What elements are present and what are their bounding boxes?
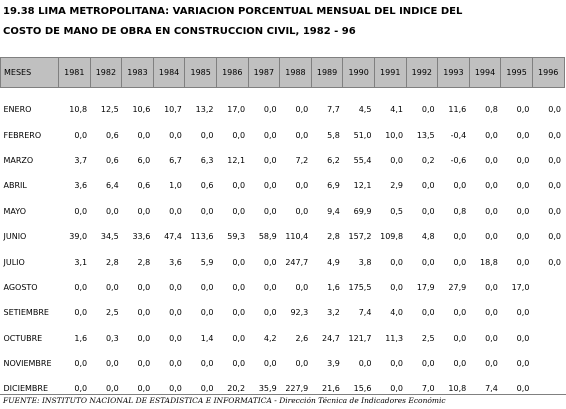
table-row — [1, 224, 565, 249]
value-cell: 0,0 — [516, 130, 530, 140]
header-year: 1991 — [374, 58, 406, 88]
value-cell: 0,0 — [137, 308, 151, 318]
value-cell: 0,0 — [485, 359, 498, 369]
value-cell: 0,0 — [421, 359, 435, 369]
value-cell: 0,0 — [421, 105, 435, 115]
table-row — [1, 173, 565, 198]
table-title-line-1: 19.38 LIMA METROPOLITANA: VARIACION PORCENTUAL MENSUAL DEL INDICE DEL — [3, 6, 463, 17]
header-year: 1990 — [343, 58, 375, 88]
value-cell: 0,0 — [200, 359, 214, 369]
value-cell: 110,4 — [285, 232, 309, 242]
value-cell: 2,8 — [137, 257, 151, 267]
value-cell: 109,8 — [380, 232, 404, 242]
value-cell: 33,6 — [132, 232, 151, 242]
table-title-line-2: COSTO DE MANO DE OBRA EN CONSTRUCCION CIVIL, 1982 - 96 — [3, 26, 356, 37]
value-cell: 0,0 — [169, 130, 182, 140]
value-cell: 11,6 — [448, 105, 467, 115]
value-cell: 0,0 — [516, 359, 530, 369]
value-cell: 0,0 — [232, 308, 246, 318]
value-cell: 6,9 — [327, 181, 340, 191]
value-cell: 0,0 — [548, 181, 561, 191]
table-row — [1, 122, 565, 147]
value-cell: 7,2 — [295, 155, 309, 165]
value-cell: 4,5 — [358, 105, 372, 115]
table-row — [1, 249, 565, 274]
header-year: 1986 — [216, 58, 248, 88]
source-note: FUENTE: INSTITUTO NACIONAL DE ESTADISTICA E INFORMATICA - Dirección Técnica de Indicadores Económic — [3, 396, 446, 405]
value-cell — [532, 376, 564, 401]
value-cell: 0,0 — [548, 232, 561, 242]
value-cell: 2,5 — [421, 333, 435, 343]
value-cell: 2,8 — [327, 232, 340, 242]
value-cell: 0,0 — [390, 282, 404, 292]
value-cell: 10,8 — [448, 384, 467, 394]
value-cell: 7,4 — [485, 384, 498, 394]
value-cell: 0,0 — [200, 282, 214, 292]
value-cell: 4,9 — [327, 257, 340, 267]
value-cell: 12,5 — [100, 105, 119, 115]
value-cell: 1,6 — [74, 333, 88, 343]
header-year: 1995 — [501, 58, 533, 88]
value-cell: 0,0 — [453, 359, 467, 369]
value-cell — [532, 275, 564, 300]
value-cell: 2,6 — [295, 333, 309, 343]
value-cell: 0,0 — [295, 181, 309, 191]
value-cell: 6,2 — [327, 155, 340, 165]
value-cell: 7,0 — [421, 384, 435, 394]
value-cell: 0,0 — [421, 257, 435, 267]
value-cell: 3,6 — [74, 181, 88, 191]
value-cell: 0,0 — [548, 130, 561, 140]
value-cell: 0,2 — [421, 155, 435, 165]
value-cell: 10,8 — [69, 105, 88, 115]
header-year: 1992 — [406, 58, 438, 88]
value-cell: 4,8 — [421, 232, 435, 242]
value-cell: 0,0 — [74, 282, 88, 292]
table-row — [1, 199, 565, 224]
header-year: 1988 — [280, 58, 312, 88]
value-cell: 3,7 — [74, 155, 88, 165]
month-label: FEBRERO — [3, 130, 42, 140]
value-cell: 0,0 — [485, 282, 498, 292]
value-cell: 0,0 — [169, 384, 182, 394]
month-label: MAYO — [3, 206, 26, 216]
value-cell: 0,0 — [295, 359, 309, 369]
value-cell: 0,8 — [485, 105, 498, 115]
value-cell: 6,0 — [137, 155, 151, 165]
value-cell: 3,9 — [327, 359, 340, 369]
value-cell: 0,0 — [295, 206, 309, 216]
value-cell: 247,7 — [285, 257, 309, 267]
value-cell: 1,6 — [327, 282, 340, 292]
month-label: ENERO — [3, 105, 32, 115]
value-cell: 227,9 — [285, 384, 309, 394]
value-cell: 0,0 — [74, 130, 88, 140]
value-cell: 0,0 — [516, 181, 530, 191]
value-cell: -0,4 — [450, 130, 467, 140]
table-row — [1, 275, 565, 300]
value-cell: 0,0 — [453, 232, 467, 242]
value-cell — [532, 300, 564, 325]
value-cell: 0,0 — [485, 130, 498, 140]
value-cell: 0,0 — [548, 257, 561, 267]
value-cell: 24,7 — [322, 333, 340, 343]
value-cell: 0,0 — [516, 206, 530, 216]
month-label: NOVIEMBRE — [3, 359, 52, 369]
value-cell: 10,6 — [132, 105, 151, 115]
value-cell: 39,0 — [69, 232, 88, 242]
value-cell: 0,0 — [390, 359, 404, 369]
value-cell: 17,9 — [416, 282, 435, 292]
value-cell: 0,0 — [105, 282, 119, 292]
value-cell: 0,0 — [453, 308, 467, 318]
value-cell: 0,0 — [295, 130, 309, 140]
value-cell: 15,6 — [353, 384, 372, 394]
value-cell: 0,0 — [516, 384, 530, 394]
header-meses: MESES — [1, 58, 59, 88]
value-cell: 0,0 — [516, 257, 530, 267]
value-cell — [532, 351, 564, 376]
value-cell: 0,0 — [548, 155, 561, 165]
value-cell: 0,6 — [200, 181, 214, 191]
footer-divider — [0, 394, 566, 395]
value-cell: 0,0 — [453, 333, 467, 343]
value-cell: 4,2 — [263, 333, 277, 343]
value-cell: 0,0 — [200, 308, 214, 318]
header-year: 1994 — [469, 58, 501, 88]
month-label: AGOSTO — [3, 282, 38, 292]
value-cell: 0,0 — [169, 206, 182, 216]
month-label: MARZO — [3, 155, 34, 165]
value-cell: 0,3 — [105, 333, 119, 343]
value-cell: 157,2 — [348, 232, 372, 242]
value-cell: 0,0 — [232, 206, 246, 216]
value-cell: 0,0 — [263, 206, 277, 216]
value-cell: 59,3 — [227, 232, 246, 242]
value-cell: 2,5 — [105, 308, 119, 318]
value-cell: 0,0 — [232, 359, 246, 369]
table-body — [1, 88, 565, 402]
value-cell: 0,0 — [263, 105, 277, 115]
value-cell: 0,0 — [232, 333, 246, 343]
header-year: 1987 — [248, 58, 280, 88]
value-cell: 0,0 — [263, 308, 277, 318]
value-cell: 0,0 — [421, 181, 435, 191]
value-cell: 3,6 — [169, 257, 182, 267]
value-cell: 0,0 — [548, 206, 561, 216]
header-row — [1, 58, 565, 88]
value-cell: 0,0 — [169, 359, 182, 369]
value-cell: 0,0 — [516, 308, 530, 318]
value-cell: 21,6 — [322, 384, 340, 394]
value-cell: 0,0 — [137, 206, 151, 216]
value-cell: 0,0 — [232, 257, 246, 267]
header-year: 1983 — [122, 58, 154, 88]
month-label: ABRIL — [3, 181, 27, 191]
value-cell: 0,0 — [295, 282, 309, 292]
header-year: 1985 — [185, 58, 217, 88]
value-cell: 6,7 — [169, 155, 182, 165]
value-cell: 0,0 — [74, 384, 88, 394]
value-cell: 0,0 — [548, 105, 561, 115]
value-cell: 58,9 — [258, 232, 277, 242]
value-cell: 18,8 — [480, 257, 498, 267]
value-cell: 4,1 — [390, 105, 404, 115]
value-cell: 3,8 — [358, 257, 372, 267]
value-cell: 0,6 — [105, 155, 119, 165]
value-cell: 7,4 — [358, 308, 372, 318]
value-cell: 13,2 — [195, 105, 214, 115]
value-cell: 0,0 — [137, 333, 151, 343]
month-label: JULIO — [3, 257, 25, 267]
value-cell: 1,4 — [200, 333, 214, 343]
value-cell: 0,0 — [200, 206, 214, 216]
value-cell: 69,9 — [353, 206, 372, 216]
value-cell: 20,2 — [227, 384, 246, 394]
value-cell: 9,4 — [327, 206, 340, 216]
value-cell: 11,3 — [385, 333, 404, 343]
value-cell: 10,0 — [385, 130, 404, 140]
header-year: 1993 — [438, 58, 470, 88]
value-cell: 5,8 — [327, 130, 340, 140]
table-row — [1, 300, 565, 325]
value-cell: 0,0 — [137, 359, 151, 369]
value-cell: 0,0 — [516, 333, 530, 343]
value-cell: 17,0 — [227, 105, 246, 115]
table-row — [1, 326, 565, 351]
value-cell: 0,0 — [485, 308, 498, 318]
value-cell: 0,5 — [390, 206, 404, 216]
value-cell: 2,9 — [390, 181, 404, 191]
value-cell: 0,0 — [74, 359, 88, 369]
value-cell: 0,0 — [137, 384, 151, 394]
value-cell: 0,0 — [390, 155, 404, 165]
value-cell: 0,6 — [105, 130, 119, 140]
value-cell: 0,0 — [105, 206, 119, 216]
value-cell: 35,9 — [258, 384, 277, 394]
value-cell: 0,0 — [200, 130, 214, 140]
value-cell: 0,0 — [137, 282, 151, 292]
header-year: 1996 — [532, 58, 564, 88]
value-cell: 5,9 — [200, 257, 214, 267]
value-cell: 0,0 — [105, 359, 119, 369]
value-cell: 0,0 — [358, 359, 372, 369]
value-cell: 0,0 — [516, 105, 530, 115]
value-cell: 0,0 — [232, 130, 246, 140]
value-cell: 1,0 — [169, 181, 182, 191]
value-cell: 0,0 — [390, 384, 404, 394]
value-cell: 6,4 — [105, 181, 119, 191]
value-cell: 0,0 — [485, 206, 498, 216]
value-cell: 0,0 — [105, 384, 119, 394]
table-row — [1, 351, 565, 376]
header-year: 1982 — [90, 58, 122, 88]
value-cell: 0,0 — [485, 232, 498, 242]
value-cell: 0,8 — [453, 206, 467, 216]
value-cell: 0,0 — [200, 384, 214, 394]
month-label: DICIEMBRE — [3, 384, 49, 394]
value-cell: 0,0 — [421, 308, 435, 318]
value-cell: 0,0 — [169, 308, 182, 318]
value-cell: 113,6 — [190, 232, 214, 242]
data-table — [0, 57, 565, 402]
value-cell: 34,5 — [100, 232, 119, 242]
value-cell: 0,0 — [169, 282, 182, 292]
value-cell: 0,0 — [485, 155, 498, 165]
value-cell: 3,1 — [74, 257, 88, 267]
value-cell: 0,0 — [232, 181, 246, 191]
header-year: 1989 — [311, 58, 343, 88]
value-cell: 0,0 — [263, 181, 277, 191]
value-cell: 0,0 — [263, 130, 277, 140]
value-cell: 0,0 — [263, 257, 277, 267]
value-cell: 2,8 — [105, 257, 119, 267]
value-cell: 7,7 — [327, 105, 340, 115]
value-cell: 10,7 — [164, 105, 182, 115]
value-cell: 0,0 — [263, 155, 277, 165]
value-cell: 0,0 — [295, 105, 309, 115]
value-cell: 55,4 — [353, 155, 372, 165]
value-cell: 0,0 — [453, 257, 467, 267]
value-cell: 0,0 — [263, 282, 277, 292]
month-label: SETIEMBRE — [3, 308, 49, 318]
value-cell: 0,0 — [137, 130, 151, 140]
value-cell: -0,6 — [450, 155, 467, 165]
value-cell: 51,0 — [353, 130, 372, 140]
value-cell: 0,0 — [74, 308, 88, 318]
value-cell: 0,0 — [516, 232, 530, 242]
value-cell: 12,1 — [353, 181, 372, 191]
value-cell: 12,1 — [227, 155, 246, 165]
value-cell: 0,0 — [421, 206, 435, 216]
value-cell: 6,3 — [200, 155, 214, 165]
month-label: OCTUBRE — [3, 333, 43, 343]
table-row — [1, 88, 565, 123]
value-cell: 47,4 — [164, 232, 182, 242]
value-cell: 0,0 — [485, 181, 498, 191]
value-cell — [532, 326, 564, 351]
value-cell: 17,0 — [511, 282, 530, 292]
table-row — [1, 148, 565, 173]
value-cell: 0,0 — [516, 155, 530, 165]
header-year: 1981 — [59, 58, 91, 88]
value-cell: 0,0 — [390, 257, 404, 267]
value-cell: 0,0 — [232, 282, 246, 292]
header-year: 1984 — [153, 58, 185, 88]
value-cell: 3,2 — [327, 308, 340, 318]
month-label: JUNIO — [3, 232, 27, 242]
value-cell: 121,7 — [348, 333, 372, 343]
value-cell: 4,0 — [390, 308, 404, 318]
value-cell: 92,3 — [290, 308, 309, 318]
value-cell: 0,0 — [453, 181, 467, 191]
value-cell: 0,0 — [74, 206, 88, 216]
value-cell: 0,0 — [485, 333, 498, 343]
value-cell: 13,5 — [416, 130, 435, 140]
value-cell: 0,0 — [169, 333, 182, 343]
value-cell: 27,9 — [448, 282, 467, 292]
value-cell: 0,0 — [263, 359, 277, 369]
value-cell: 0,6 — [137, 181, 151, 191]
value-cell: 175,5 — [348, 282, 372, 292]
